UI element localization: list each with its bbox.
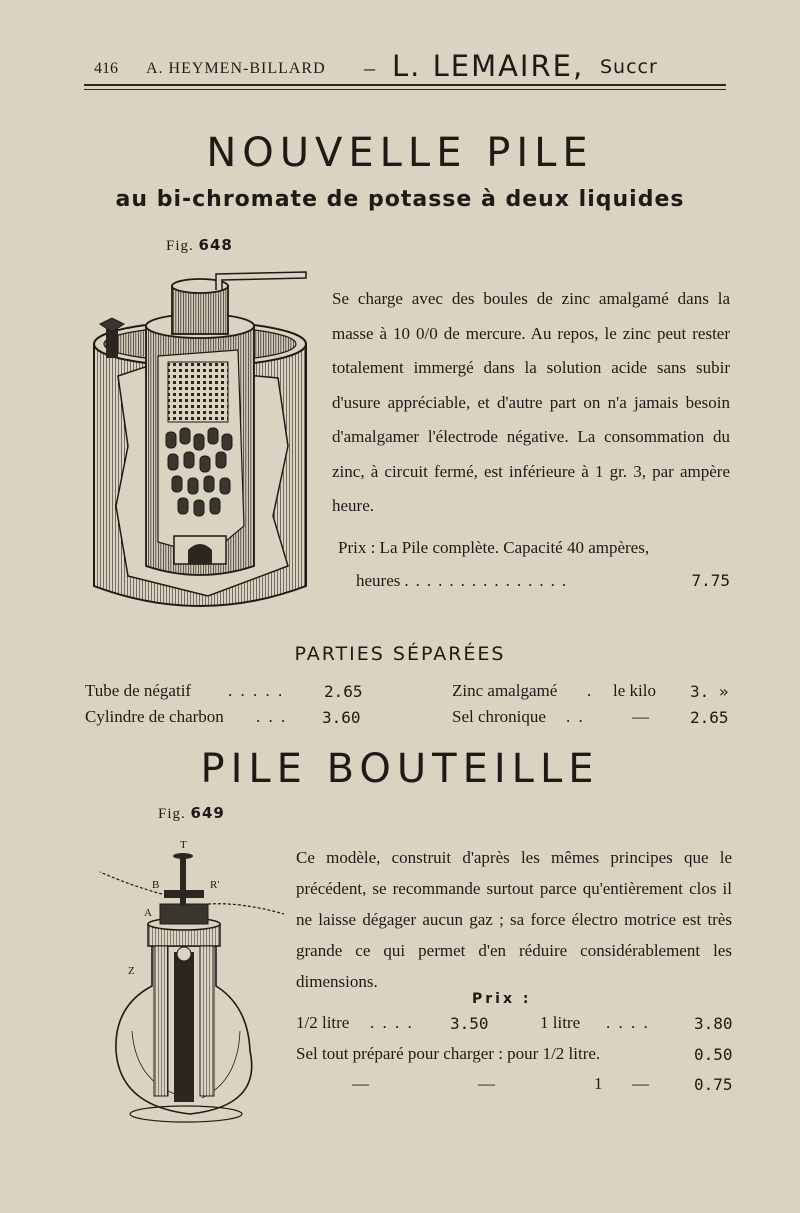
ditto-mark-1: — <box>352 1074 369 1093</box>
header-separator: – <box>364 55 375 80</box>
price-value-one-litre: 3.80 <box>694 1014 733 1033</box>
ditto-mark-2: — <box>478 1074 495 1093</box>
price-value-salt-half: 0.50 <box>694 1045 733 1064</box>
header-rule <box>84 84 726 86</box>
section1-price-row <box>356 571 730 591</box>
part-value-3: 3. » <box>690 682 729 701</box>
part-unit-3: le kilo <box>613 681 656 700</box>
battery-cell-illustration <box>88 266 312 626</box>
price-label-salt-one: 1 <box>594 1074 603 1093</box>
price-label-salt-half: Sel tout préparé pour charger : pour 1/2 litre. <box>296 1044 601 1063</box>
successor-abbr: Succr <box>600 56 658 78</box>
section2-description: Ce modèle, construit d'après les mêmes principes que le précédent, se recommande surtout parce qu'entièrement clos il ne laisse dégager aucun gaz ; sa force électro motrice est très grande ce qui permet d'en réduire considérablement les dimensions. <box>296 848 732 991</box>
fig-label-b: B <box>152 879 160 891</box>
leader-dots: ............... <box>404 571 574 590</box>
price-label-one-litre: 1 litre <box>540 1013 581 1032</box>
section2-title: PILE BOUTEILLE <box>200 746 600 792</box>
successor-name: L. LEMAIRE, <box>392 49 585 83</box>
figure-number: 649 <box>190 804 225 822</box>
part-value-1: 2.65 <box>324 682 363 701</box>
figure-prefix: Fig. <box>158 806 186 822</box>
section1-title: NOUVELLE PILE <box>206 130 594 176</box>
price-value-half-litre: 3.50 <box>450 1014 489 1033</box>
page-number: 416 <box>94 60 118 77</box>
publisher-name: A. HEYMEN-BILLARD <box>146 60 326 77</box>
part-label-4: Sel chronique <box>452 707 546 726</box>
fig-label-z: Z <box>128 965 135 977</box>
parts-title: PARTIES SÉPARÉES <box>294 643 506 665</box>
price-label-half-litre: 1/2 litre <box>296 1013 350 1032</box>
price-dots-half-litre: . . . . <box>370 1013 414 1032</box>
ditto-mark-3: — <box>632 1074 649 1093</box>
part-unit-4: — <box>632 707 649 726</box>
part-label-3: Zinc amalgamé <box>452 681 558 700</box>
price-value: 7.75 <box>691 571 730 590</box>
section1-subtitle: au bi-chromate de potasse à deux liquides <box>115 187 685 212</box>
fig-label-t: T <box>180 839 187 851</box>
bottle-cell-illustration <box>92 836 292 1126</box>
figure-prefix: Fig. <box>166 238 194 254</box>
part-label-1: Tube de négatif <box>85 681 192 700</box>
price-value-salt-one: 0.75 <box>694 1075 733 1094</box>
part-dots-2: . . . <box>256 707 288 726</box>
section1-description: Se charge avec des boules de zinc amalgamé dans la masse à 10 0/0 de mercure. Au repos, le zinc peut rester totalement immergé dans la solution acide sans subir d'usure appréciable, et d'autre part on n'a jamais besoin d'amalgamer l'électrode négative. La consommation du zinc, à circuit fermé, est inférieure à 1 gr. 3, par ampère heure. <box>332 289 730 515</box>
part-dots-3: . <box>587 681 592 700</box>
figure-number: 648 <box>198 236 233 254</box>
figure-648-caption <box>166 236 233 255</box>
part-label-2: Cylindre de charbon <box>85 707 224 726</box>
price-dots-one-litre: . . . . <box>606 1013 650 1032</box>
part-value-4: 2.65 <box>690 708 729 727</box>
fig-label-r: R' <box>210 879 220 891</box>
section1-price-line: Prix : La Pile complète. Capacité 40 ampères, <box>338 538 650 557</box>
header-rule-thin <box>84 89 726 90</box>
fig-label-a: A <box>144 907 152 919</box>
price-unit-label: heures <box>356 571 401 590</box>
part-dots-4: . . <box>566 707 585 726</box>
section2-prix-label: Prix : <box>472 991 532 1007</box>
figure-649-caption <box>158 804 225 823</box>
part-value-2: 3.60 <box>322 708 361 727</box>
part-dots-1: . . . . . <box>228 681 285 700</box>
